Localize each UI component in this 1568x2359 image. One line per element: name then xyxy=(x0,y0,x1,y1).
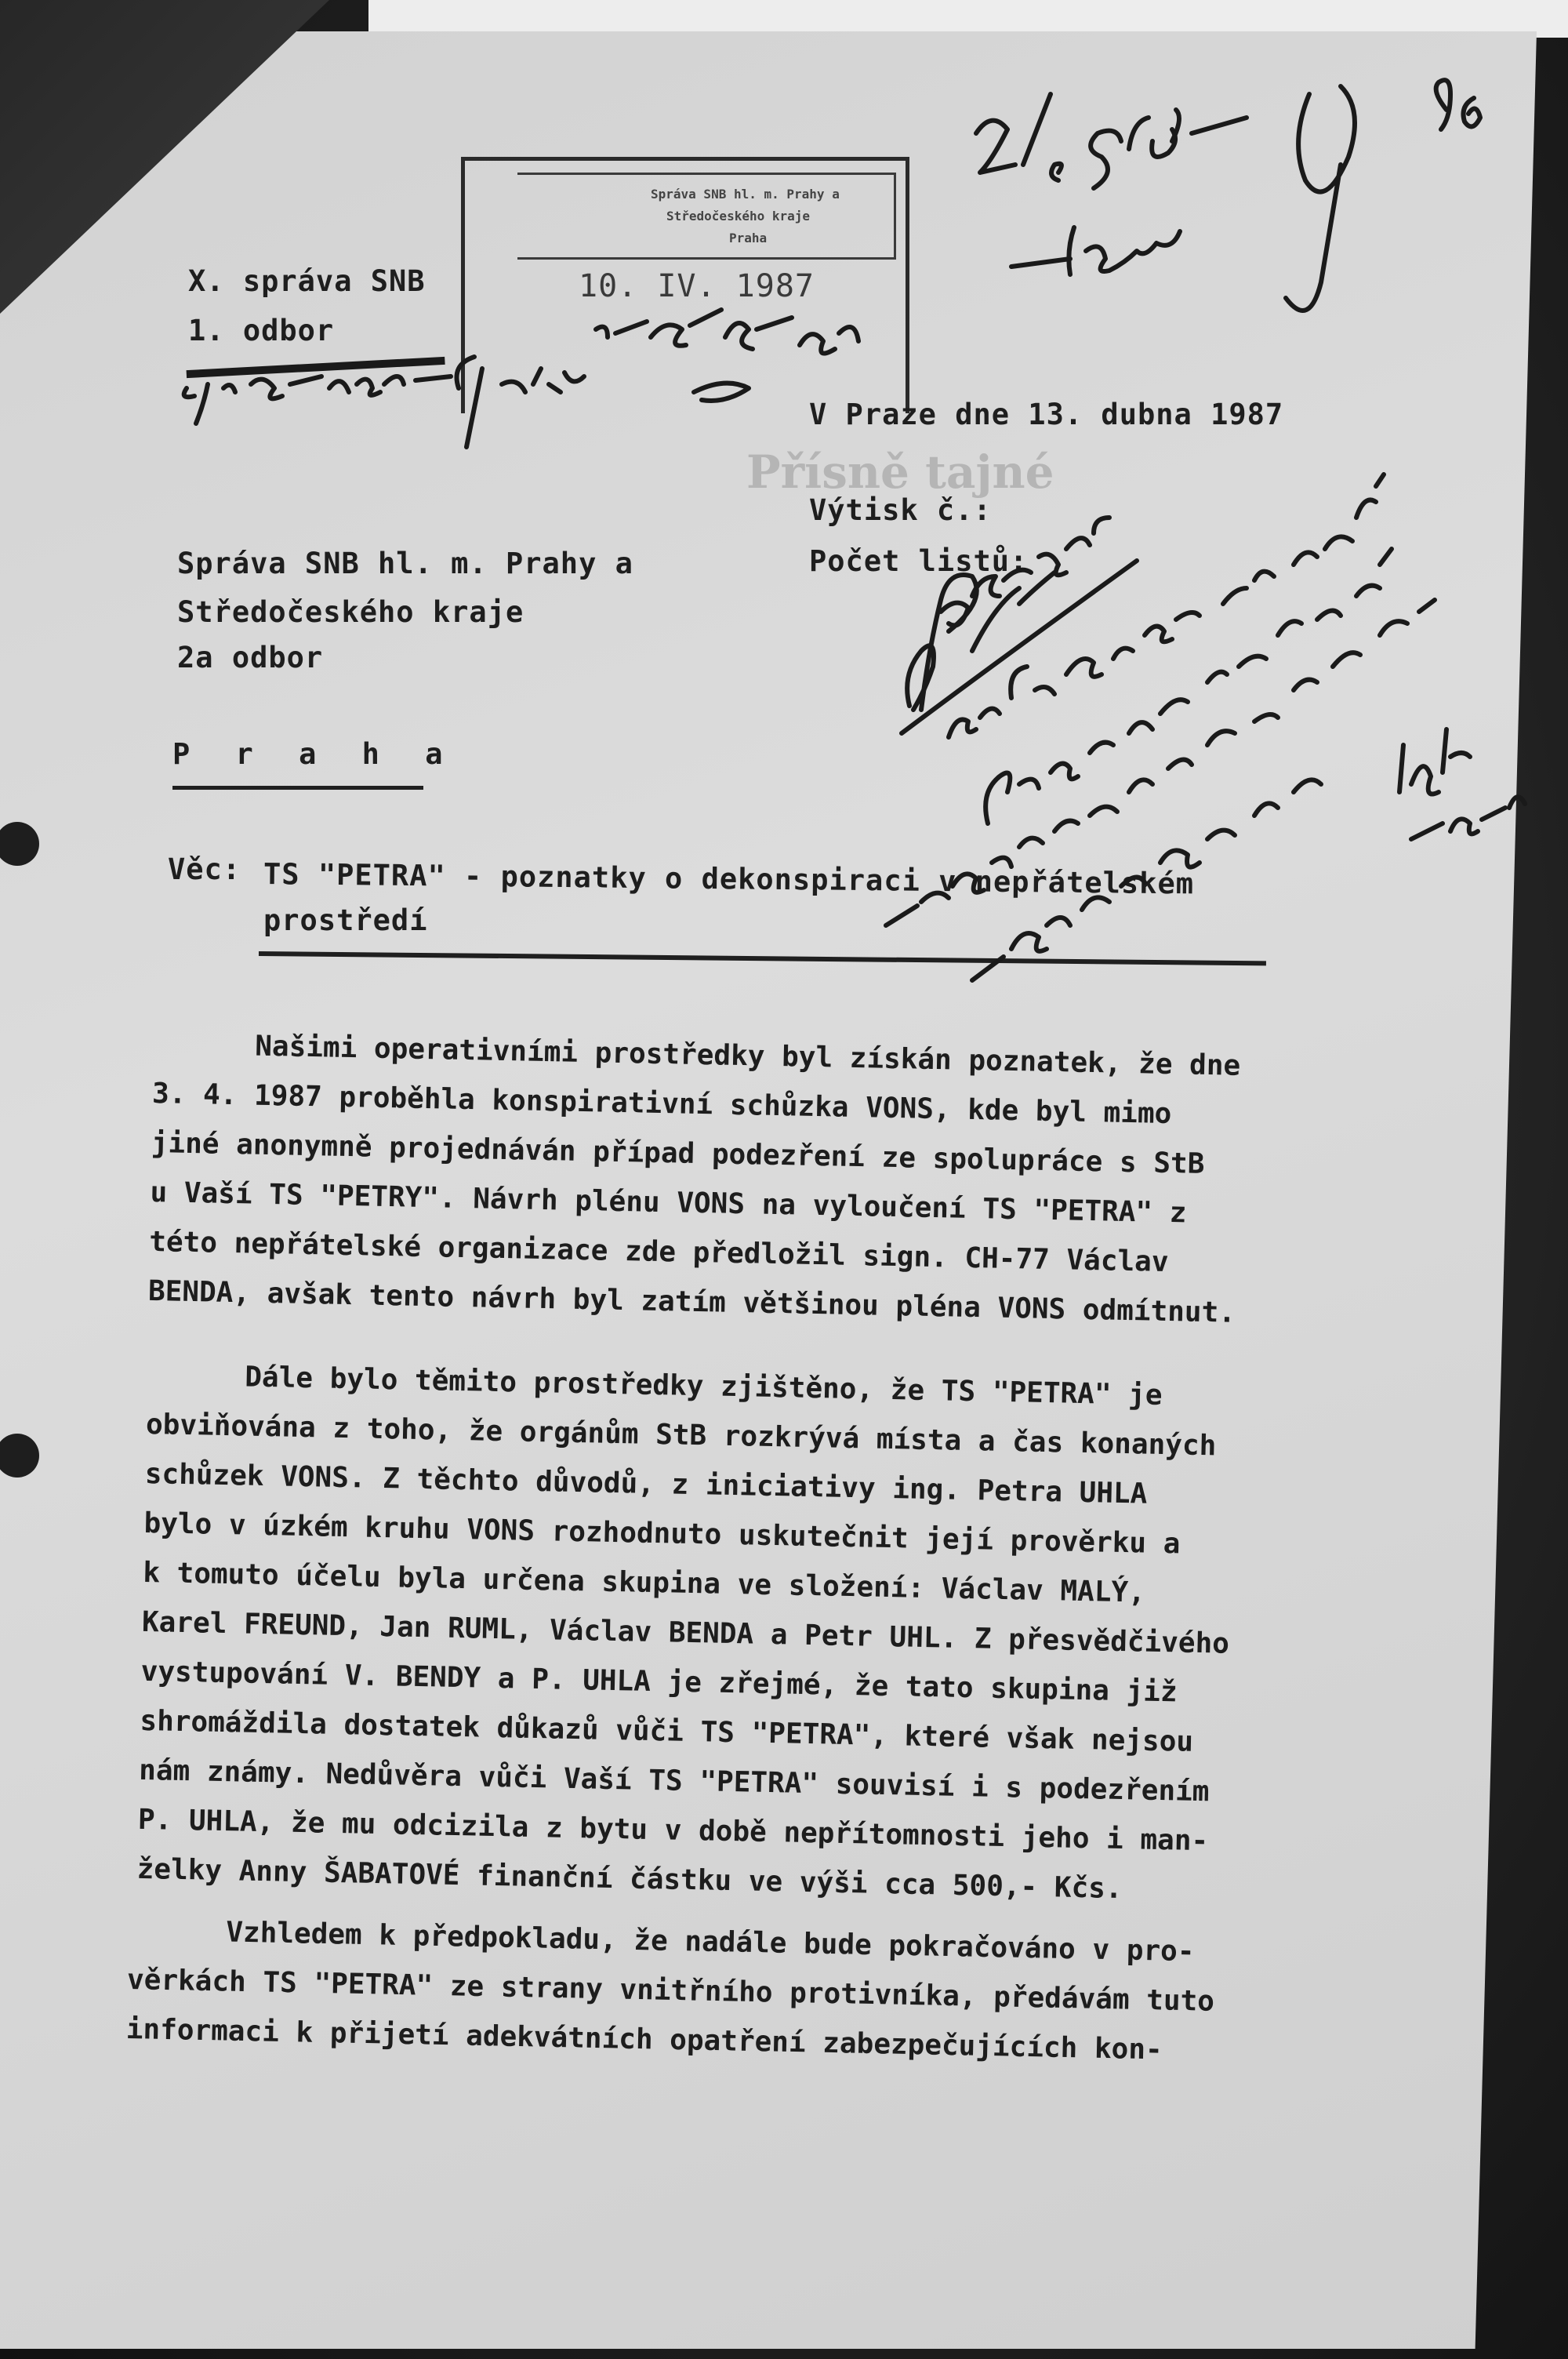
paragraph-line: BENDA, avšak tento návrh byl zatím většinou pléna VONS odmítnut. xyxy=(147,1274,1236,1329)
sheet-count-label: Počet listů: xyxy=(809,544,1029,578)
sender-line-1: X. správa SNB xyxy=(188,264,426,298)
paragraph-line: P. UHLA, že mu odcizila z bytu v době nepřítomnosti jeho i man- xyxy=(137,1803,1209,1858)
recipient-city: P r a h a xyxy=(172,737,457,771)
paragraph-line: věrkách TS "PETRA" ze strany vnitřního protivníka, předávám tuto xyxy=(126,1963,1215,2018)
paragraph-line: 3. 4. 1987 proběhla konspirativní schůzka VONS, kde byl mimo xyxy=(151,1077,1172,1131)
margin-note-5 xyxy=(972,780,1321,980)
paragraph-line: Karel FREUND, Jan RUML, Václav BENDA a Petr UHL. Z přesvědčivého xyxy=(141,1605,1230,1660)
stamp-line-1: Správa SNB hl. m. Prahy a xyxy=(651,187,840,202)
stamp-line-3: Praha xyxy=(729,231,768,245)
subject-line-1: TS "PETRA" - poznatky o dekonspiraci v nepřátelském xyxy=(263,857,1195,901)
paragraph-line: Dále bylo těmito prostředky zjištěno, že TS "PETRA" je xyxy=(244,1361,1163,1412)
subject-label: Věc: xyxy=(168,852,241,886)
paragraph-line: shromáždila dostatek důkazů vůči TS "PETRA", které však nejsou xyxy=(140,1704,1194,1758)
paragraph-line: obviňována z toho, že orgánům StB rozkrývá místa a čas konaných xyxy=(145,1408,1217,1463)
paragraph-line: Vzhledem k předpokladu, že nadále bude pokračováno v pro- xyxy=(225,1916,1195,1968)
paragraph-line: schůzek VONS. Z těchto důvodů, z iniciativy ing. Petra UHLA xyxy=(144,1457,1148,1510)
paragraph-line: u Vaší TS "PETRY". Návrh plénu VONS na vyloučení TS "PETRA" z xyxy=(150,1176,1187,1230)
date-scribble xyxy=(1399,729,1525,839)
resolution-second-line xyxy=(1011,227,1180,274)
paragraph-line: nám známy. Nedůvěra vůči Vaší TS "PETRA" souvisí i s podezřením xyxy=(138,1754,1210,1808)
recipient-line-2: Středočeského kraje xyxy=(177,595,524,629)
recipient-line-3: 2a odbor xyxy=(177,641,324,674)
paragraph-line: této nepřátelské organizace zde předložil sign. CH-77 Václav xyxy=(148,1225,1169,1279)
paragraph-line: želky Anny ŠABATOVÉ finanční částku ve výši cca 500,- Kčs. xyxy=(136,1852,1123,1906)
margin-note-2 xyxy=(949,474,1384,737)
resolution-top-handwriting xyxy=(976,94,1247,188)
margin-note-4 xyxy=(886,600,1435,925)
subject-line-2: prostředí xyxy=(263,903,428,937)
copy-number-label: Výtisk č.: xyxy=(809,493,992,527)
paragraph-line: Našimi operativními prostředky byl získán poznatek, že dne xyxy=(254,1030,1241,1082)
paragraph-line: informaci k přijetí adekvátních opatření zabezpečujících kon- xyxy=(125,2012,1163,2066)
stamp-received-date: 10. IV. 1987 xyxy=(579,268,815,304)
place-date: V Praze dne 13. dubna 1987 xyxy=(809,398,1284,431)
stamp-signature xyxy=(694,383,749,401)
paragraph-line: bylo v úzkém kruhu VONS rozhodnuto uskutečnit její prověrku a xyxy=(143,1507,1181,1561)
sender-line-2: 1. odbor xyxy=(188,314,335,347)
recipient-line-1: Správa SNB hl. m. Prahy a xyxy=(177,547,633,580)
stamp-line-2: Středočeského kraje xyxy=(666,209,811,224)
classification-mark: Přísně tajné xyxy=(746,445,1054,499)
stamp-handwritten-number xyxy=(596,310,858,354)
signature-top-right xyxy=(1286,86,1355,311)
paragraph-line: vystupování V. BENDY a P. UHLA je zřejmé, že tato skupina již xyxy=(140,1655,1178,1709)
paragraph-line: jiné anonymně projednáván případ podezření ze spolupráce s StB xyxy=(151,1126,1205,1180)
paragraph-line: k tomuto účelu byla určena skupina ve složení: Václav MALÝ, xyxy=(142,1556,1146,1609)
page-number-handwriting xyxy=(1436,80,1480,129)
